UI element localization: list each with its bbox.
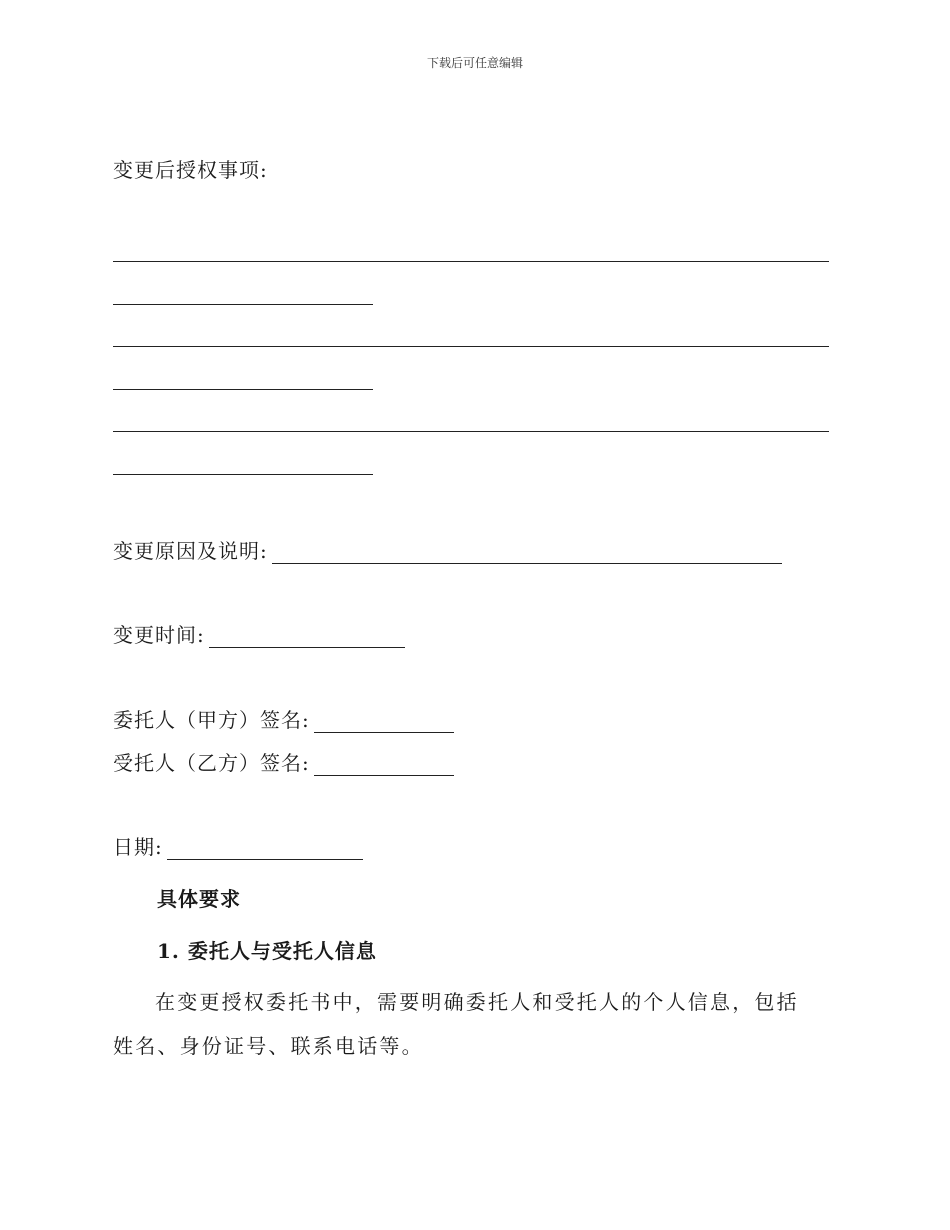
change-time-field[interactable] xyxy=(209,627,405,648)
change-time-label: 变更时间: xyxy=(113,623,205,647)
agent-signature-row xyxy=(113,750,454,776)
date-label: 日期: xyxy=(113,835,163,859)
authorized-matters-label: 变更后授权事项: xyxy=(113,158,268,182)
agent-signature-label: 受托人（乙方）签名: xyxy=(113,751,310,775)
change-time-row xyxy=(113,622,405,648)
fill-line-2b[interactable] xyxy=(113,389,373,390)
requirements-heading: 具体要求 xyxy=(157,887,241,911)
change-reason-row xyxy=(113,538,782,564)
fill-line-1a[interactable] xyxy=(113,261,829,262)
principal-signature-field[interactable] xyxy=(314,712,454,733)
change-reason-label: 变更原因及说明: xyxy=(113,539,268,563)
fill-line-1b[interactable] xyxy=(113,304,373,305)
fill-line-3a[interactable] xyxy=(113,431,829,432)
agent-signature-field[interactable] xyxy=(314,755,454,776)
change-reason-field[interactable] xyxy=(272,543,782,564)
principal-signature-label: 委托人（甲方）签名: xyxy=(113,708,310,732)
principal-signature-row xyxy=(113,707,454,733)
date-field[interactable] xyxy=(167,839,363,860)
date-row xyxy=(113,834,363,860)
section1-body: 在变更授权委托书中，需要明确委托人和受托人的个人信息，包括姓名、身份证号、联系电话等。 xyxy=(113,990,799,1058)
section1-title: 1. 委托人与受托人信息 xyxy=(157,939,377,963)
page-header: 下载后可任意编辑 xyxy=(426,56,523,70)
fill-line-2a[interactable] xyxy=(113,346,829,347)
fill-line-3b[interactable] xyxy=(113,474,373,475)
